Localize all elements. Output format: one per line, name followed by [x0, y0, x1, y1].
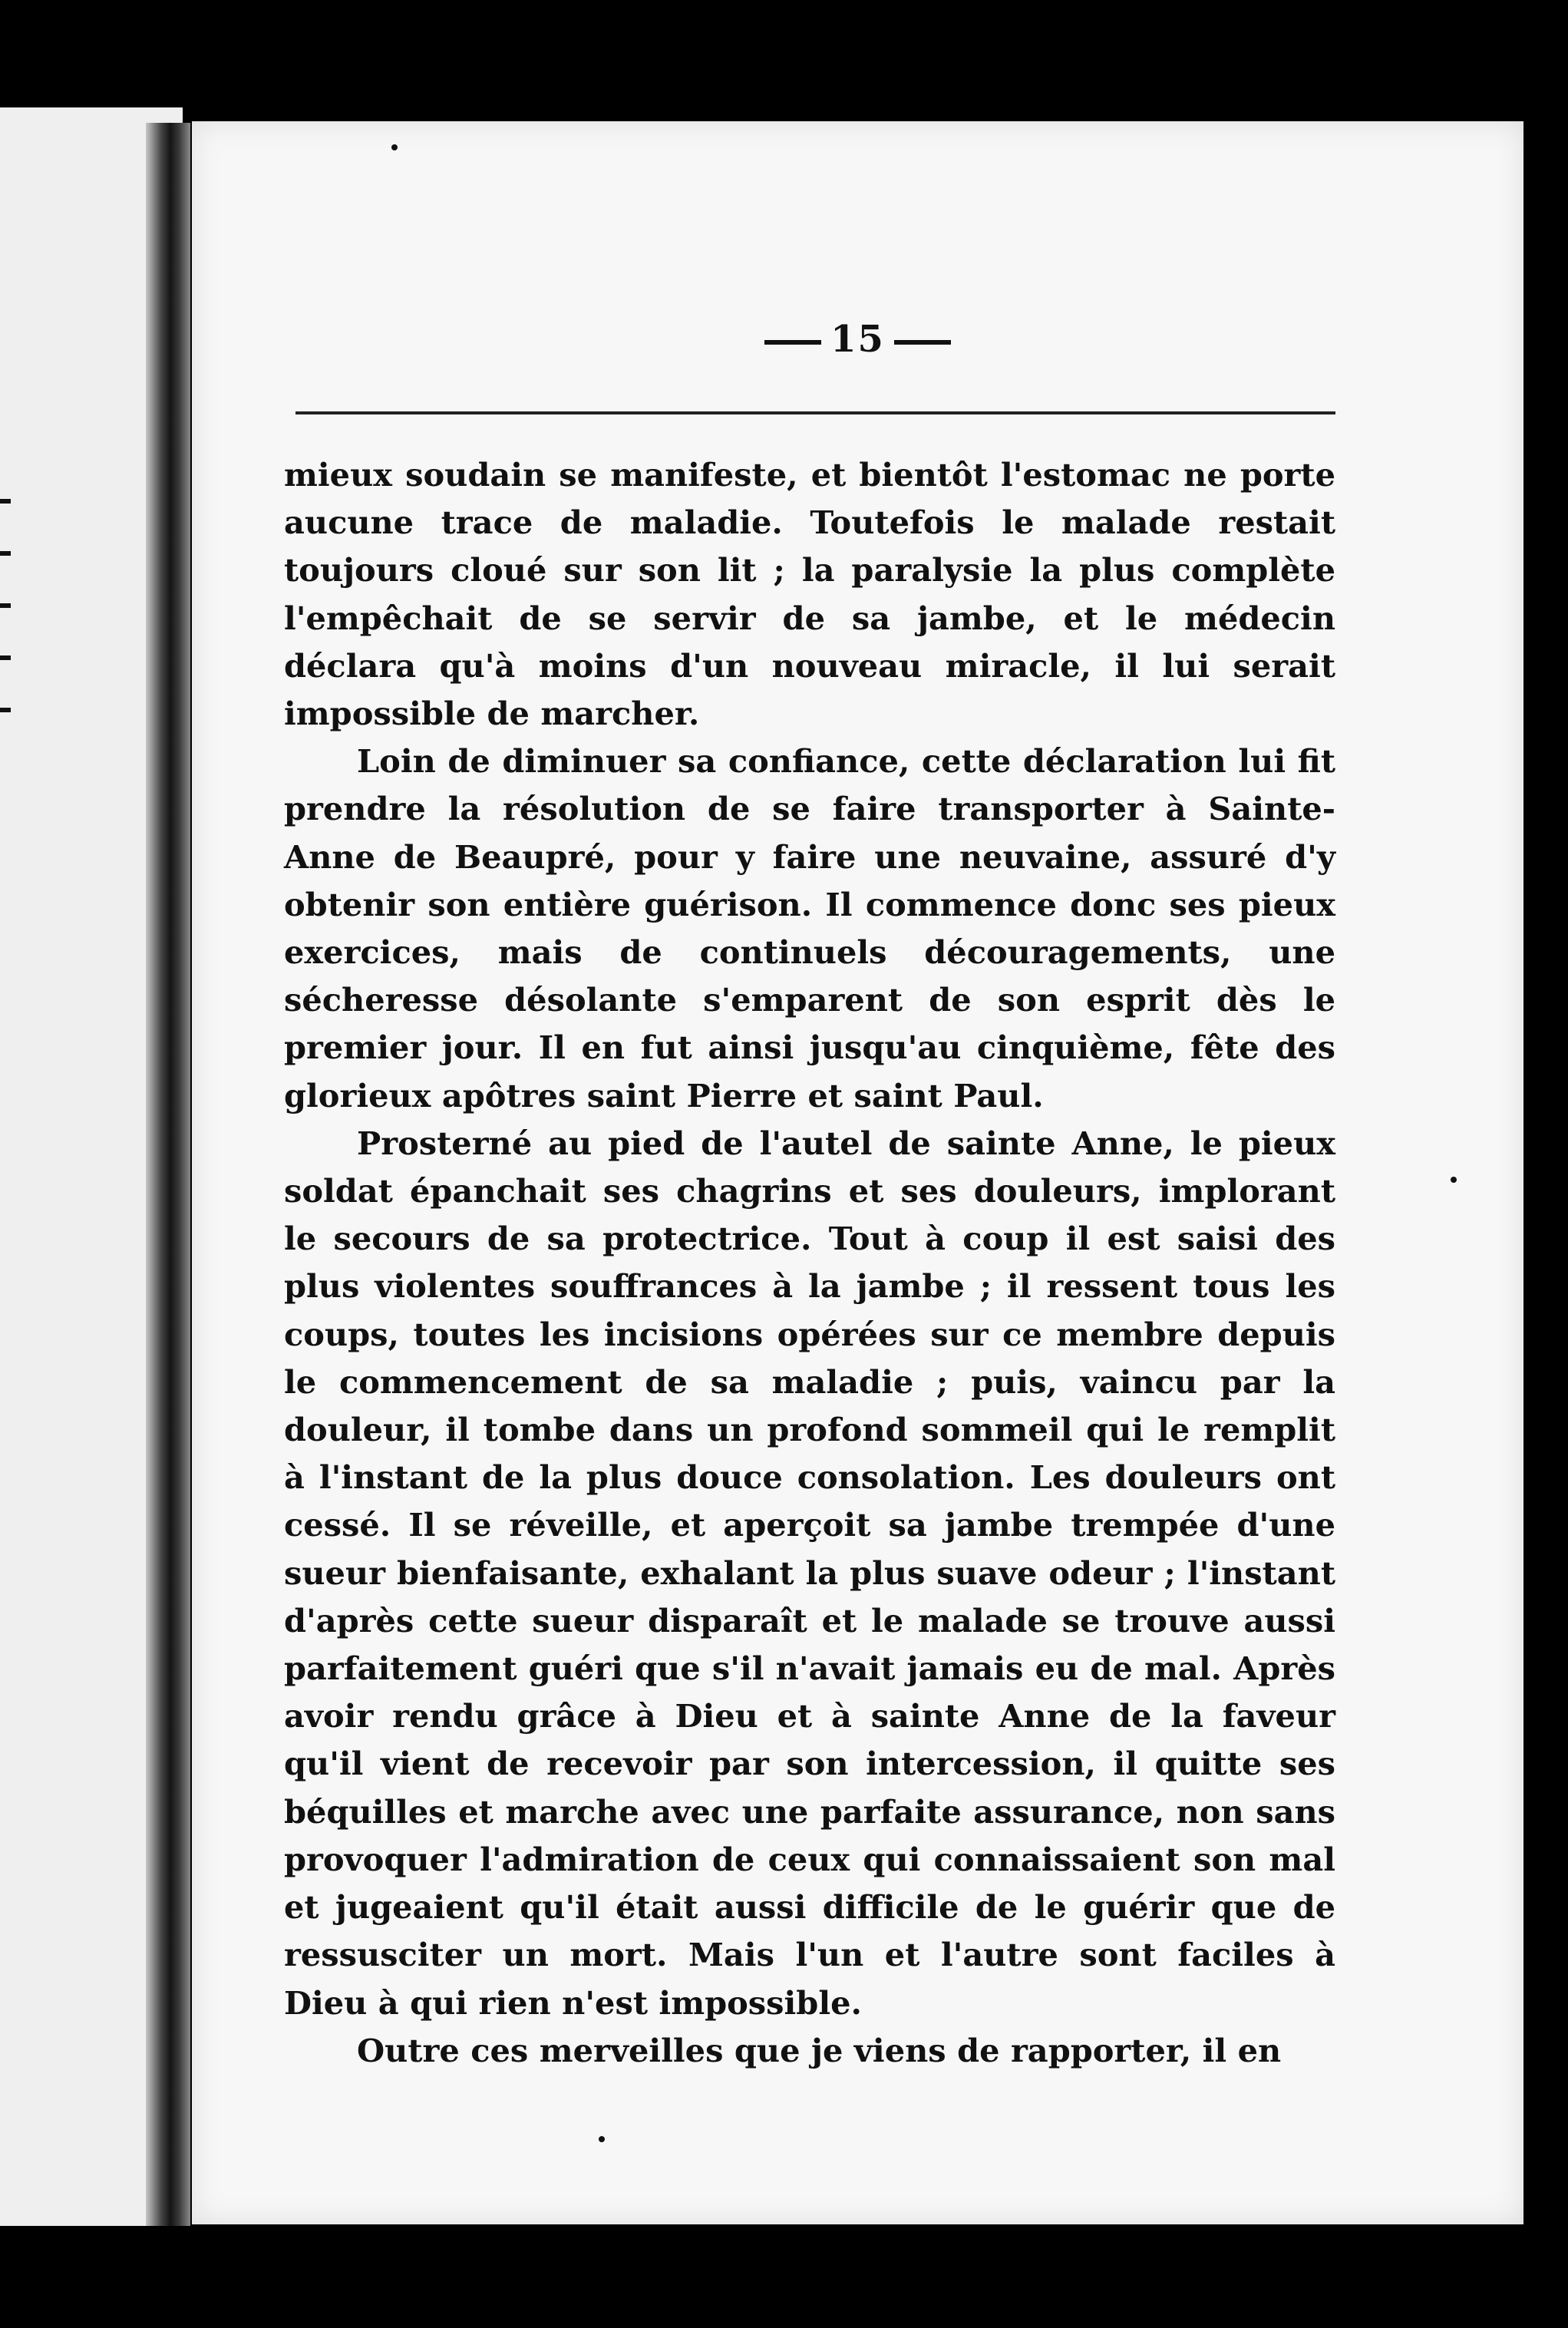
paragraph-3: Prosterné au pied de l'autel de sainte Anne, le pieux soldat épanchait ses chagrins et ses douleurs, implorant le secours de sa protectrice. Tout à coup il est saisi des plus violentes souffrances à la jambe ; il ressent tous les coups, toutes les incisions opérées sur ce membre depuis le commencement de sa maladie ; puis, vaincu par la douleur, il tombe dans un profond sommeil qui le remplit à l'instant de la plus douce consolation. Les douleurs ont cessé. Il se réveille, et aperçoit sa jambe trempée d'une sueur bienfaisante, exhalant la plus suave odeur ; l'instant d'après cette sueur disparaît et le malade se trouve aussi parfaitement guéri que s'il n'avait jamais eu de mal. Après avoir rendu grâce à Dieu et à sainte Anne de la faveur qu'il vient de recevoir par son intercession, il quitte ses béquilles et marche avec une parfaite assurance, non sans provoquer l'admiration de ceux qui connaissaient son mal et jugeaient qu'il était aussi difficile de le guérir que de ressusciter un mort. Mais l'un et l'autre sont faciles à Dieu à qui rien n'est impossible.	[284, 1124, 1335, 2022]
print-speck	[1451, 1177, 1457, 1183]
header-rule	[295, 411, 1335, 414]
previous-page-text-edge	[0, 499, 11, 760]
print-speck	[599, 2136, 605, 2142]
page-number-value: 15	[830, 318, 885, 361]
body-text	[284, 451, 1335, 2075]
paragraph-2: Loin de diminuer sa confiance, cette déclaration lui fit prendre la résolution de se faire transporter à Sainte-Anne de Beaupré, pour y faire une neuvaine, assuré d'y obtenir son entière guérison. Il commence donc ses pieux exercices, mais de continuels découragements, une sécheresse désolante s'emparent de son esprit dès le premier jour. Il en fut ainsi jusqu'au cinquième, fête des glorieux apôtres saint Pierre et saint Paul.	[284, 742, 1335, 1114]
paragraph-1: mieux soudain se manifeste, et bientôt l'estomac ne porte aucune trace de maladie. Toutefois le malade restait toujours cloué sur son lit ; la paralysie la plus complète l'empêchait de se servir de sa jambe, et le médecin déclara qu'à moins d'un nouveau miracle, il lui serait impossible de marcher.	[284, 456, 1335, 733]
page-number	[192, 318, 1523, 361]
book-page	[192, 121, 1523, 2224]
page-number-dash-left	[764, 340, 821, 345]
paragraph-4: Outre ces merveilles que je viens de rapporter, il en	[357, 2031, 1282, 2069]
page-number-dash-right	[894, 340, 951, 345]
print-speck	[391, 144, 398, 150]
book-gutter	[146, 123, 190, 2226]
